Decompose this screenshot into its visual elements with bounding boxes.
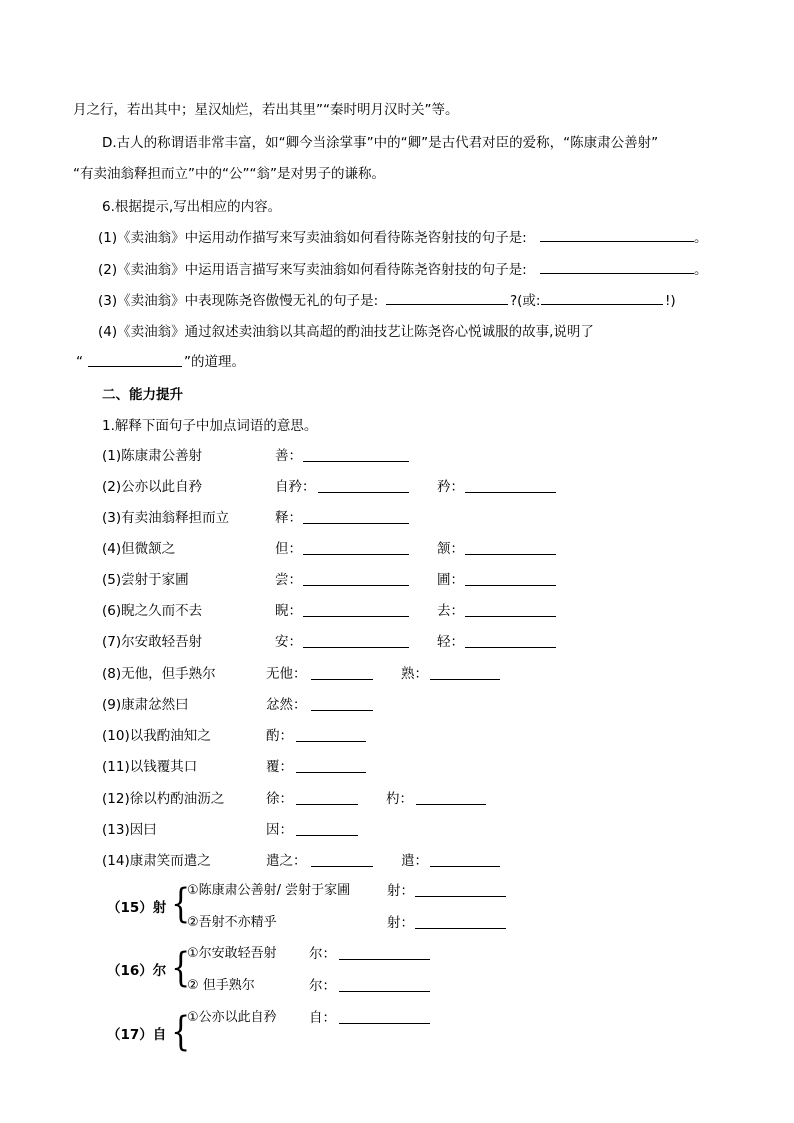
item-word: 矜：	[437, 479, 464, 495]
q6-answer-1[interactable]	[540, 241, 694, 242]
item-word: 自矜：	[275, 479, 316, 495]
item-answer[interactable]	[430, 679, 500, 680]
item-word: 遣之：	[266, 853, 307, 869]
q6-answer-3a[interactable]	[386, 304, 508, 305]
option-d-line-cont: “有卖油翁释担而立”中的“公”“翁”是对男子的谦称。	[73, 166, 385, 182]
q6-mid-3: ?(或:	[510, 293, 541, 309]
item-sentence: (7)尔安敢轻吾射	[102, 634, 203, 650]
intro-line: 月之行，若出其中；星汉灿烂，若出其里”“秦时明月汉时关”等。	[73, 102, 459, 118]
brace-icon: {	[171, 1009, 191, 1055]
item-answer[interactable]	[311, 679, 373, 680]
item-word: 睨：	[275, 603, 302, 619]
q6-end-2: 。	[694, 262, 708, 278]
item-word: 轻：	[437, 634, 464, 650]
item-answer[interactable]	[465, 554, 556, 555]
group-sentence: ①公亦以此自矜	[187, 1010, 277, 1025]
item-answer[interactable]	[465, 647, 556, 648]
item-word: 圃：	[437, 572, 464, 588]
item-answer[interactable]	[311, 866, 373, 867]
item-word: 遣：	[401, 853, 428, 869]
group-word: 自：	[309, 1010, 336, 1026]
brace-icon: {	[171, 881, 191, 927]
item-word: 安：	[275, 634, 302, 650]
item-sentence: (4)但微颔之	[102, 541, 176, 557]
item-answer[interactable]	[303, 616, 409, 617]
item-sentence: (6)睨之久而不去	[102, 603, 203, 619]
item-word: 善：	[275, 448, 302, 464]
q6-end-1: 。	[694, 230, 708, 246]
item-answer[interactable]	[465, 492, 556, 493]
q6-open-quote: “	[76, 354, 83, 370]
item-word: 杓：	[386, 791, 413, 807]
item-word: 但：	[275, 541, 302, 557]
q6-title: 6.根据提示,写出相应的内容。	[102, 199, 282, 215]
q6-prompt-1: (1)《卖油翁》中运用动作描写来写卖油翁如何看待陈尧咨射技的句子是:	[98, 230, 527, 246]
group-answer[interactable]	[339, 991, 430, 992]
group-label: （17）自	[107, 1027, 167, 1043]
item-word: 熟：	[401, 666, 428, 682]
item-sentence: (9)康肃忿然曰	[102, 697, 189, 713]
group-word: 射：	[387, 915, 414, 931]
item-word: 颔：	[437, 541, 464, 557]
q6-answer-2[interactable]	[540, 273, 694, 274]
item-word: 释：	[275, 510, 302, 526]
item-answer[interactable]	[303, 647, 409, 648]
item-sentence: (5)尝射于家圃	[102, 572, 189, 588]
q6-end-4: ”的道理。	[184, 354, 245, 370]
item-sentence: (2)公亦以此自矜	[102, 479, 203, 495]
q6-answer-3b[interactable]	[541, 304, 663, 305]
q6-prompt-3: (3)《卖油翁》中表现陈尧咨傲慢无礼的句子是:	[98, 293, 379, 309]
item-answer[interactable]	[303, 461, 409, 462]
item-answer[interactable]	[465, 616, 556, 617]
item-word: 无他：	[266, 666, 307, 682]
brace-icon: {	[171, 945, 191, 991]
section-title: 二、能力提升	[102, 387, 183, 403]
item-answer[interactable]	[465, 585, 556, 586]
item-answer[interactable]	[416, 804, 486, 805]
group-word: 射：	[387, 883, 414, 899]
item-sentence: (8)无他，但手熟尔	[102, 666, 216, 682]
item-answer[interactable]	[296, 741, 366, 742]
group-answer[interactable]	[415, 928, 506, 929]
group-word: 尔：	[309, 978, 336, 994]
group-sentence: ①陈康肃公善射/ 尝射于家圃	[187, 883, 351, 898]
group-sentence: ①尔安敢轻吾射	[187, 946, 277, 961]
item-sentence: (10)以我酌油知之	[102, 728, 211, 744]
question-1-title: 1.解释下面句子中加点词语的意思。	[102, 418, 318, 434]
item-answer[interactable]	[318, 492, 409, 493]
item-word: 因：	[266, 822, 293, 838]
item-answer[interactable]	[296, 772, 366, 773]
group-sentence: ② 但手熟尔	[187, 978, 255, 993]
item-answer[interactable]	[303, 585, 409, 586]
item-answer[interactable]	[311, 710, 373, 711]
item-word: 忿然：	[266, 697, 307, 713]
item-word: 尝：	[275, 572, 302, 588]
group-label: （15）射	[107, 900, 167, 916]
q6-end-3: !)	[665, 293, 676, 309]
item-sentence: (3)有卖油翁释担而立	[102, 510, 230, 526]
q6-prompt-4: (4)《卖油翁》通过叙述卖油翁以其高超的酌油技艺让陈尧咨心悦诚服的故事,说明了	[98, 324, 594, 340]
item-answer[interactable]	[430, 866, 500, 867]
item-answer[interactable]	[296, 835, 358, 836]
item-sentence: (1)陈康肃公善射	[102, 448, 203, 464]
item-word: 覆：	[266, 759, 293, 775]
item-word: 徐：	[266, 791, 293, 807]
item-answer[interactable]	[303, 523, 409, 524]
q6-prompt-2: (2)《卖油翁》中运用语言描写来写卖油翁如何看待陈尧咨射技的句子是:	[98, 262, 527, 278]
item-answer[interactable]	[296, 804, 358, 805]
group-sentence: ②吾射不亦精乎	[187, 915, 277, 930]
item-word: 酌：	[266, 728, 293, 744]
group-label: （16）尔	[107, 963, 167, 979]
item-sentence: (14)康肃笑而遣之	[102, 853, 211, 869]
option-d-line: D.古人的称谓语非常丰富，如“卿今当涂掌事”中的“卿”是古代君对臣的爱称，“陈康肃公善射”	[102, 135, 659, 151]
item-sentence: (11)以钱覆其口	[102, 759, 198, 775]
group-answer[interactable]	[339, 959, 430, 960]
item-sentence: (12)徐以杓酌油沥之	[102, 791, 225, 807]
item-word: 去：	[437, 603, 464, 619]
q6-answer-4[interactable]	[88, 366, 182, 367]
item-answer[interactable]	[303, 554, 409, 555]
group-word: 尔：	[309, 946, 336, 962]
group-answer[interactable]	[339, 1023, 430, 1024]
item-sentence: (13)因曰	[102, 822, 157, 838]
group-answer[interactable]	[415, 896, 506, 897]
